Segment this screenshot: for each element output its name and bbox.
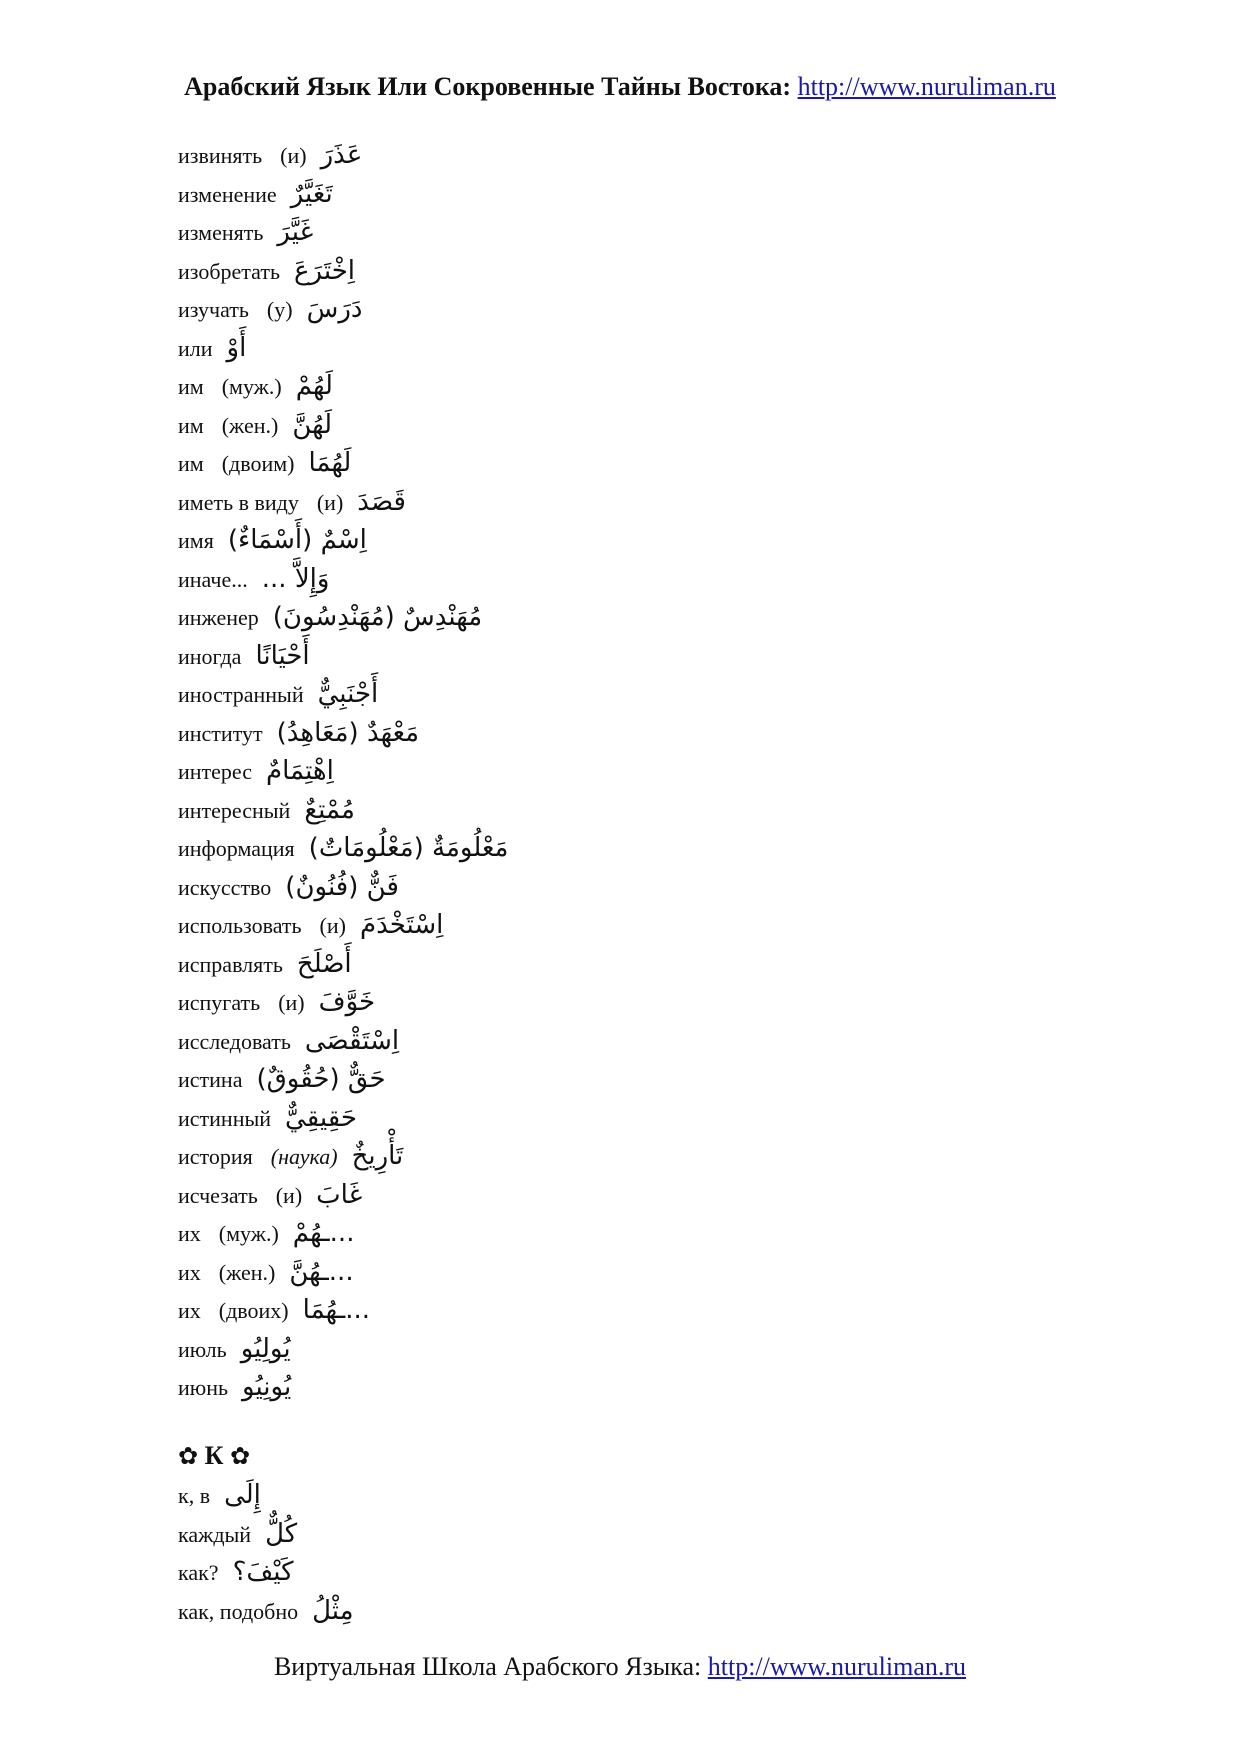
dictionary-entry: [178, 367, 1078, 406]
dictionary-entry: [178, 560, 1078, 599]
dictionary-entry: [178, 1060, 1078, 1099]
dictionary-entry: [178, 1099, 1078, 1138]
arabic-word: أَحْيَانًا: [255, 640, 310, 671]
dictionary-entry: [178, 906, 1078, 945]
section-heading-k: [178, 1438, 250, 1474]
russian-word: их: [178, 1298, 201, 1323]
russian-word: институт: [178, 720, 263, 746]
grammar-note: (и): [275, 1182, 303, 1208]
arabic-word: عَذَرَ: [320, 140, 363, 170]
arabic-word: ...ـهُمْ: [292, 1218, 355, 1248]
russian-word: иногда: [178, 643, 242, 669]
russian-word: иначе...: [178, 566, 248, 592]
russian-word: им: [178, 451, 204, 476]
russian-word: исследовать: [178, 1028, 291, 1054]
russian-word: информация: [178, 836, 295, 861]
dictionary-entry: [178, 598, 1078, 637]
dictionary-entry: [178, 1330, 1078, 1369]
arabic-word: كُلٌّ: [265, 1518, 298, 1549]
russian-word: их: [178, 1259, 201, 1285]
russian-word: история: [178, 1144, 253, 1169]
russian-word: изменять: [178, 220, 264, 245]
russian-word: им: [178, 374, 204, 399]
russian-word: иметь в виду: [178, 489, 299, 515]
arabic-word: غَيَّرَ: [277, 217, 314, 247]
russian-word: их: [178, 1221, 201, 1246]
dictionary-entry: [178, 1553, 1078, 1592]
dictionary-entry: [178, 252, 1078, 291]
russian-word: изучать: [178, 297, 249, 322]
grammar-note: (жен.): [218, 1259, 276, 1285]
arabic-word: قَصَدَ: [357, 486, 406, 517]
arabic-word: أَوْ: [226, 332, 247, 363]
dictionary-entry: [178, 752, 1078, 791]
ornament-left-icon: ✿: [178, 1442, 199, 1470]
grammar-note: (наука): [270, 1144, 338, 1169]
russian-word: июнь: [178, 1375, 229, 1400]
dictionary-entry: [178, 1022, 1078, 1061]
section-letter: К: [204, 1441, 224, 1470]
arabic-word: لَهُمَا: [308, 448, 352, 478]
russian-word: интерес: [178, 759, 253, 784]
ornament-right-icon: ✿: [229, 1442, 251, 1470]
russian-word: имя: [178, 528, 214, 553]
dictionary-entry: [178, 1368, 1078, 1407]
russian-word: истина: [178, 1067, 243, 1092]
dictionary-entry: [178, 483, 1078, 522]
arabic-word: اِخْتَرَعَ: [294, 255, 356, 286]
dictionary-entry: [178, 1137, 1078, 1176]
dictionary-entries-k: [178, 1476, 1078, 1630]
grammar-note: (жен.): [221, 412, 279, 438]
dictionary-entry: [178, 1592, 1078, 1631]
arabic-word: اِسْتَخْدَمَ: [359, 910, 444, 940]
grammar-note: (и): [316, 489, 344, 515]
dictionary-entry: [178, 213, 1078, 252]
arabic-word: يُولِيُو: [240, 1333, 291, 1364]
russian-word: изменение: [178, 181, 277, 207]
dictionary-entry: [178, 714, 1078, 753]
grammar-note: (у): [266, 297, 293, 322]
dictionary-entry: [178, 983, 1078, 1022]
arabic-word: غَابَ: [316, 1179, 363, 1210]
russian-word: исправлять: [178, 951, 283, 977]
arabic-word: وَإِلاَّ ...: [261, 563, 330, 594]
arabic-word: حَقٌّ (حُقُوقٌ): [256, 1064, 386, 1094]
russian-word: инженер: [178, 605, 259, 630]
dictionary-entry: [178, 175, 1078, 214]
arabic-word: أَجْنَبِيٌّ: [317, 679, 379, 709]
arabic-word: يُونِيُو: [242, 1372, 292, 1402]
russian-word: каждый: [178, 1521, 252, 1547]
arabic-word: أَصْلَحَ: [296, 948, 352, 979]
arabic-word: مَعْهَدٌ (مَعَاهِدُ): [276, 717, 420, 748]
arabic-word: مُمْتِعٌ: [304, 794, 355, 825]
russian-word: как, подобно: [178, 1598, 299, 1624]
dictionary-entry: [178, 444, 1078, 483]
footer-title: Виртуальная Школа Арабского Языка:: [273, 1652, 702, 1681]
russian-word: как?: [178, 1560, 219, 1585]
arabic-word: اِهْتِمَامٌ: [266, 756, 334, 786]
russian-word: изобретать: [178, 258, 281, 284]
dictionary-entry: [178, 329, 1078, 368]
dictionary-entry: [178, 136, 1078, 175]
arabic-word: مَعْلُومَةٌ (مَعْلُومَاتٌ): [308, 833, 509, 863]
grammar-note: (двоим): [221, 451, 295, 476]
arabic-word: كَيْفَ؟: [232, 1557, 294, 1587]
arabic-word: اِسْمٌ (أَسْمَاءٌ): [227, 525, 367, 555]
dictionary-entry: [178, 1253, 1078, 1292]
dictionary-entry: [178, 406, 1078, 445]
russian-word: извинять: [178, 143, 263, 168]
arabic-word: تَأْرِيخٌ: [351, 1141, 404, 1171]
dictionary-entry: [178, 1176, 1078, 1215]
page-header: [0, 72, 1240, 102]
arabic-word: لَهُنَّ: [292, 409, 333, 440]
header-link[interactable]: http://www.nuruliman.ru: [797, 72, 1056, 101]
dictionary-entry: [178, 521, 1078, 560]
russian-word: истинный: [178, 1105, 272, 1131]
dictionary-entry: [178, 1214, 1078, 1253]
dictionary-entry: [178, 1476, 1078, 1515]
grammar-note: (муж.): [221, 374, 282, 399]
grammar-note: (муж.): [218, 1221, 279, 1246]
russian-word: им: [178, 412, 204, 438]
arabic-word: فَنٌّ (فُنُونٌ): [285, 871, 399, 902]
arabic-word: تَغَيَّرٌ: [290, 178, 333, 209]
arabic-word: مُهَنْدِسٌ (مُهَنْدِسُونَ): [272, 602, 483, 632]
russian-word: июль: [178, 1336, 227, 1362]
arabic-word: لَهُمْ: [295, 371, 333, 401]
arabic-word: خَوَّفَ: [318, 987, 376, 1017]
dictionary-entry: [178, 791, 1078, 830]
russian-word: или: [178, 335, 213, 361]
footer-link[interactable]: http://www.nuruliman.ru: [707, 1652, 967, 1681]
dictionary-entry: [178, 945, 1078, 984]
header-title: Арабский Язык Или Сокровенные Тайны Востока:: [184, 72, 792, 101]
russian-word: испугать: [178, 990, 261, 1015]
grammar-note: (и): [280, 143, 307, 168]
grammar-note: (и): [319, 913, 346, 938]
arabic-word: ...ـهُمَا: [302, 1295, 370, 1325]
dictionary-entry: [178, 868, 1078, 907]
arabic-word: إِلَى: [224, 1480, 261, 1510]
russian-word: иностранный: [178, 682, 304, 707]
dictionary-entry: [178, 675, 1078, 714]
arabic-word: حَقِيقِيٌّ: [285, 1102, 357, 1133]
arabic-word: اِسْتَقْصَى: [304, 1025, 400, 1056]
dictionary-entry: [178, 637, 1078, 676]
russian-word: интересный: [178, 797, 291, 823]
page-footer: [0, 1652, 1240, 1682]
dictionary-entry: [178, 1515, 1078, 1554]
russian-word: к, в: [178, 1483, 211, 1508]
arabic-word: مِثْلُ: [312, 1595, 354, 1626]
arabic-word: ...ـهُنَّ: [289, 1256, 354, 1287]
dictionary-entry: [178, 829, 1078, 868]
dictionary-entry: [178, 1291, 1078, 1330]
arabic-word: دَرَسَ: [306, 294, 363, 324]
russian-word: исчезать: [178, 1182, 258, 1208]
dictionary-entry: [178, 290, 1078, 329]
grammar-note: (и): [278, 990, 305, 1015]
grammar-note: (двоих): [218, 1298, 289, 1323]
dictionary-entries-i: [178, 136, 1078, 1407]
russian-word: искусство: [178, 874, 272, 900]
russian-word: использовать: [178, 913, 302, 938]
